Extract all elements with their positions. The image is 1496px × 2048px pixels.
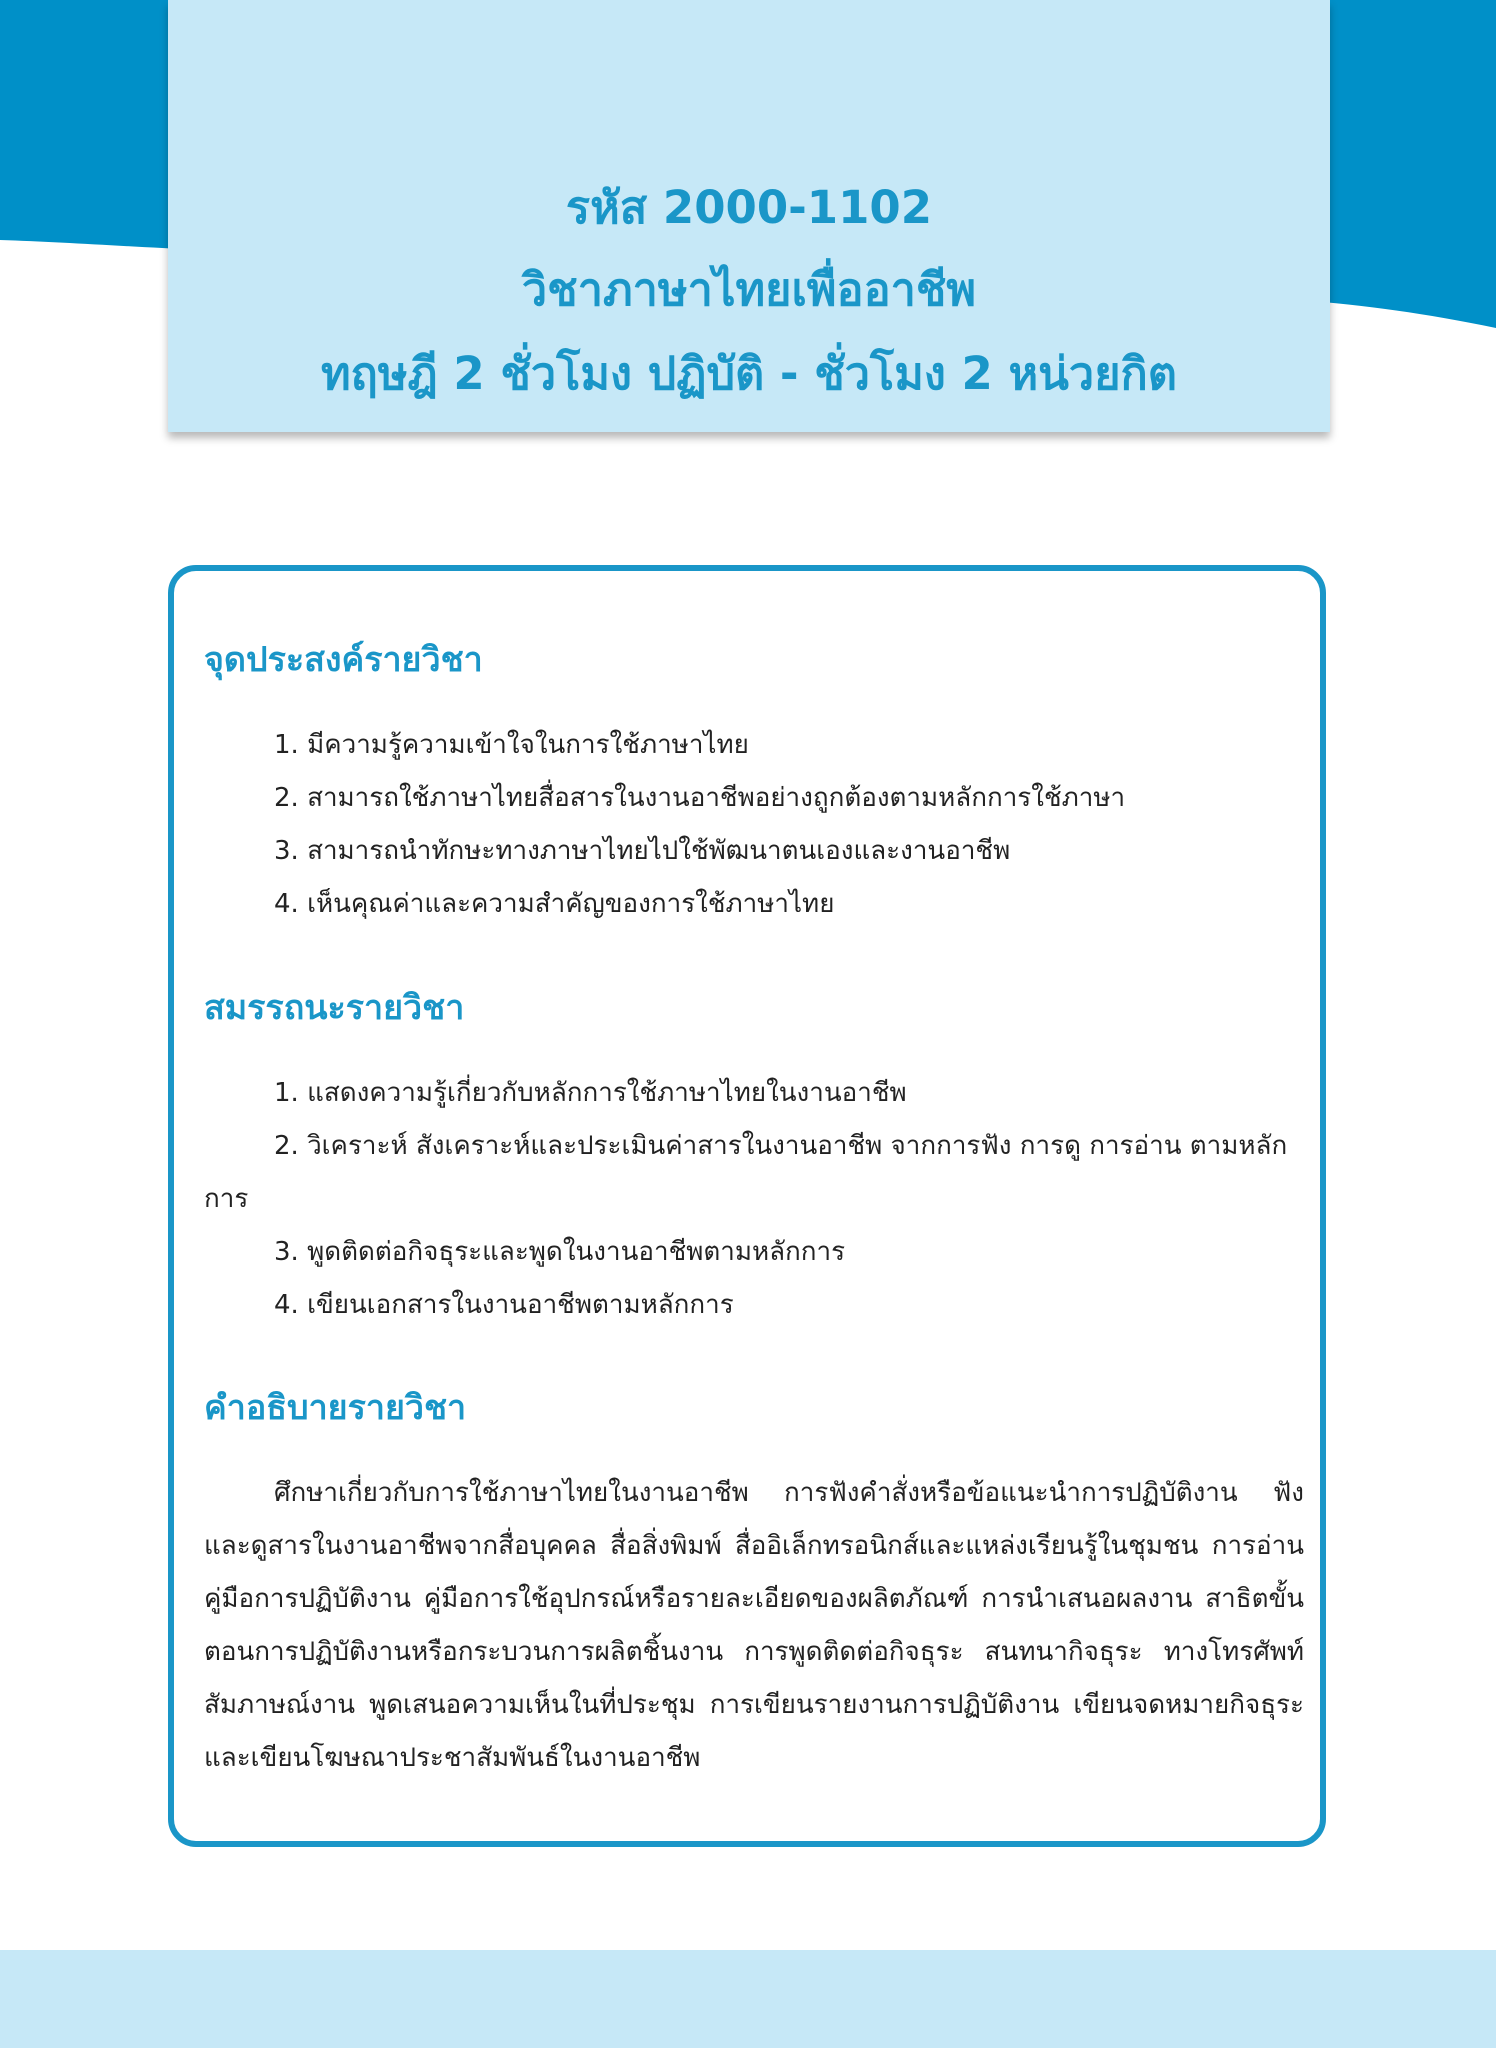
list-item: 1. มีความรู้ความเข้าใจในการใช้ภาษาไทย bbox=[274, 730, 749, 760]
objectives-heading: จุดประสงค์รายวิชา bbox=[204, 640, 483, 680]
list-item: 2. วิเคราะห์ สังเคราะห์และประเมินค่าสารในงานอาชีพ จากการฟัง การดู การอ่าน ตามหลักการ bbox=[204, 1131, 1288, 1214]
list-item: 3. สามารถนำทักษะทางภาษาไทยไปใช้พัฒนาตนเองและงานอาชีพ bbox=[274, 836, 1011, 866]
list-item: 1. แสดงความรู้เกี่ยวกับหลักการใช้ภาษาไทยในงานอาชีพ bbox=[274, 1078, 907, 1108]
description-paragraph: ศึกษาเกี่ยวกับการใช้ภาษาไทยในงานอาชีพ การฟังคำสั่งหรือข้อแนะนำการปฏิบัติงาน ฟัง และดูสารในงานอาชีพจากสื่อบุคคล สื่อสิ่งพิมพ์ สื่ออิเล็กทรอนิกส์และแหล่งเรียนรู้ในชุมชน การอ่านคู่มือการปฏิบัติงาน คู่มือการใช้อุปกรณ์หรือรายละเอียดของผลิตภัณฑ์ การนำเสนอผลงาน สาธิตขั้นตอนการปฏิบัติงานหรือกระบวนการผลิตชิ้นงาน การพูดติดต่อกิจธุระ สนทนากิจธุระ ทางโทรศัพท์ สัมภาษณ์งาน พูดเสนอความเห็นในที่ประชุม การเขียนรายงานการปฏิบัติงาน เขียนจดหมายกิจธุระ และเขียนโฆษณาประชาสัมพันธ์ในงานอาชีพ bbox=[204, 1478, 1304, 1773]
competencies-list bbox=[204, 1067, 1304, 1332]
course-subject: วิชาภาษาไทยเพื่ออาชีพ bbox=[521, 263, 977, 316]
course-code: รหัส 2000-1102 bbox=[565, 181, 933, 234]
course-header-panel bbox=[168, 0, 1330, 432]
footer-band bbox=[0, 1950, 1496, 2048]
course-details-card bbox=[168, 565, 1326, 1847]
list-item: 3. พูดติดต่อกิจธุระและพูดในงานอาชีพตามหลักการ bbox=[274, 1237, 846, 1267]
description-heading: คำอธิบายรายวิชา bbox=[204, 1388, 467, 1428]
list-item: 4. เขียนเอกสารในงานอาชีพตามหลักการ bbox=[274, 1290, 734, 1320]
course-hours: ทฤษฎี 2 ชั่วโมง ปฏิบัติ - ชั่วโมง 2 หน่วยกิต bbox=[320, 347, 1178, 400]
competencies-heading: สมรรถนะรายวิชา bbox=[204, 988, 465, 1028]
objectives-list bbox=[204, 719, 1304, 931]
list-item: 2. สามารถใช้ภาษาไทยสื่อสารในงานอาชีพอย่างถูกต้องตามหลักการใช้ภาษา bbox=[274, 783, 1126, 813]
list-item: 4. เห็นคุณค่าและความสำคัญของการใช้ภาษาไทย bbox=[274, 889, 835, 919]
